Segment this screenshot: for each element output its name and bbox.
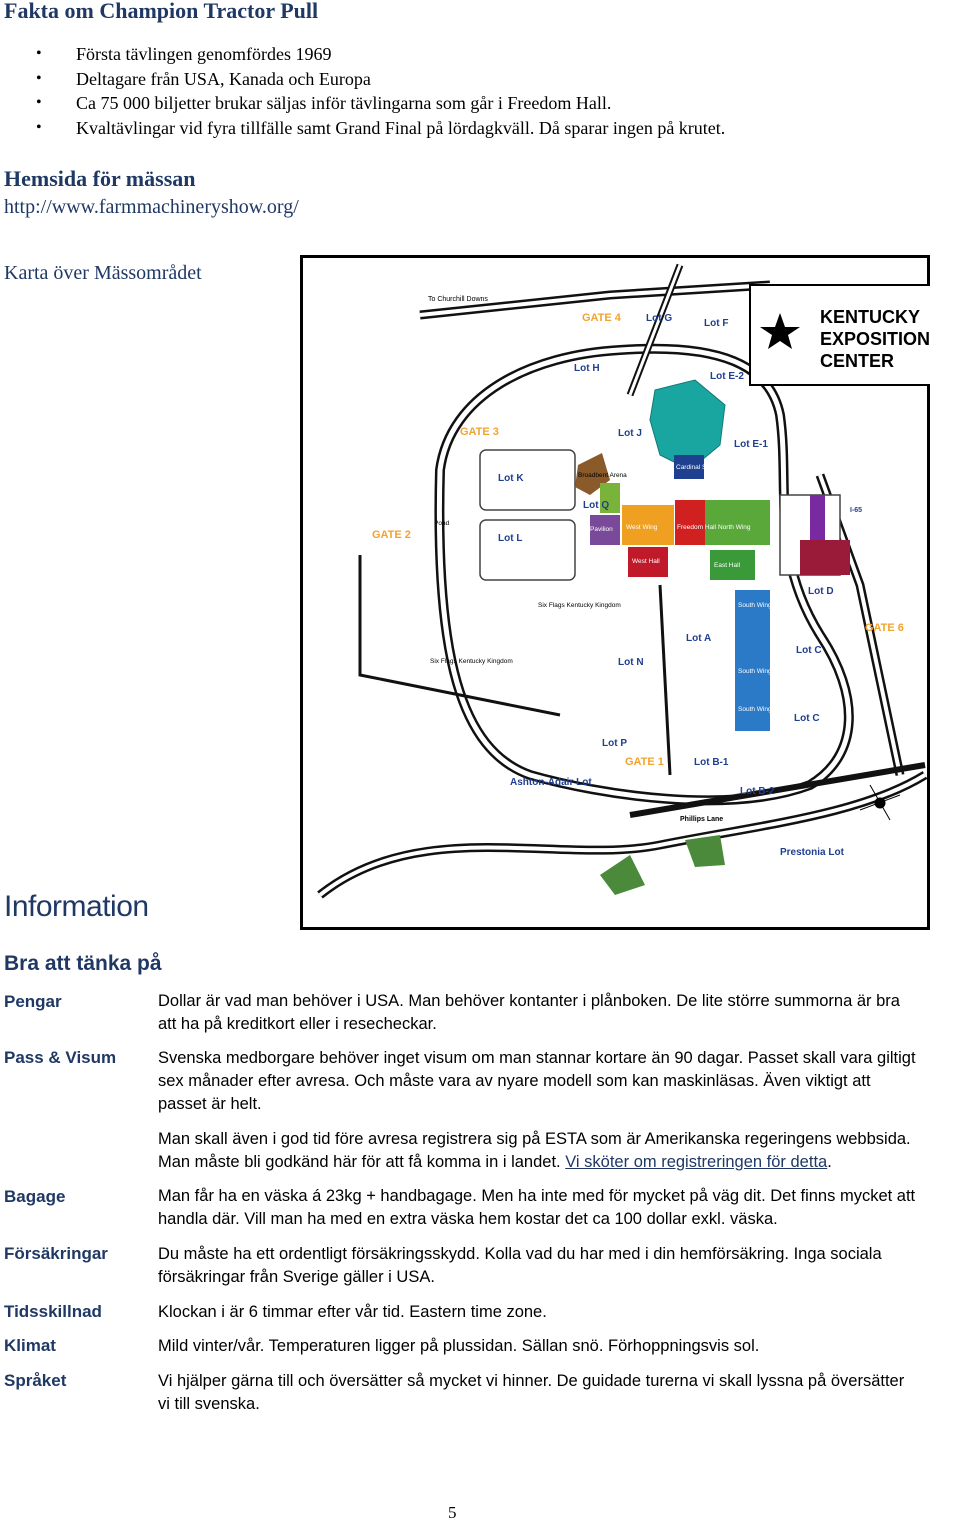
label-pass-visum: Pass & Visum: [4, 1048, 117, 1067]
lot-label: Lot G: [646, 313, 673, 324]
lot-label: Lot C: [796, 645, 822, 656]
building-label: Six Flags Kentucky Kingdom: [538, 602, 621, 609]
lot-label: Lot P: [602, 738, 627, 749]
lot-label: Lot F: [704, 318, 729, 329]
gate-label: GATE 2: [372, 529, 411, 541]
lot-label: Lot B-2: [740, 786, 775, 797]
list-item: • Deltagare från USA, Kanada och Europa: [30, 67, 725, 92]
label-pengar: Pengar: [4, 992, 62, 1011]
building-label: East Hall: [714, 562, 741, 569]
text-pass-visum: Svenska medborgare behöver inget visum om man stannar kortare än 90 dagar. Passet skall vara giltigt sex månader efter avresa. Och måste vara av nyare modell som kan maskinläsas. Även viktigt att passet är helt.: [158, 1049, 916, 1113]
building-label: Cardinal Stadium: [676, 464, 726, 471]
tips-heading: Bra att tänka på: [4, 952, 162, 975]
building-label: South Wing A: [738, 602, 778, 609]
esta-text: Man skall även i god tid före avresa registrera sig på ESTA som är Amerikanska regeringens webbsida. Man måste bli godkänd här för att få komma in i landet.: [158, 1130, 911, 1171]
road-label: I-65: [850, 507, 863, 514]
text-klimat: Mild vinter/vår. Temperaturen ligger på plussidan. Sällan snö. Förhoppningsvis sol.: [158, 1337, 760, 1355]
building-label: Pond: [434, 520, 450, 527]
page-title: Fakta om Champion Tractor Pull: [4, 0, 319, 23]
lot-label: Lot D: [808, 586, 834, 597]
text-pengar: Dollar är vad man behöver i USA. Man behöver kontanter i plånboken. De lite större summorna är bra att ha på kreditkort eller i resecheckar.: [158, 992, 900, 1033]
label-tidsskillnad: Tidsskillnad: [4, 1302, 102, 1321]
lot-l-area: [480, 520, 575, 580]
gate-label: GATE 6: [865, 622, 904, 634]
lot-label: Ashton-Adair Lot: [510, 777, 592, 788]
gate-label: GATE 4: [582, 312, 621, 324]
text-forsakringar: Du måste ha ett ordentligt försäkringsskydd. Kolla vad du har med i din hemförsäkring. Inga sociala försäkringar från Sverige gäller i USA.: [158, 1245, 882, 1286]
building-label: South Wing B: [738, 668, 778, 675]
lot-label: Lot E-1: [734, 439, 768, 450]
lot-k-area: [480, 450, 575, 510]
building-label: Pavilion: [590, 526, 613, 533]
road-label: Phillips Lane: [680, 816, 724, 823]
building-label: Freedom Hall: [677, 524, 717, 531]
exposition-map: [300, 255, 930, 930]
text-bagage: Man får ha en väska á 23kg + handbagage. Men ha inte med för mycket på väg dit. Det finns mycket att handla där. Vill man ha med en extra väska hem kostar det ca 100 dollar exkl. väska.: [158, 1187, 916, 1228]
lot-label: Lot N: [618, 657, 644, 668]
text-tidsskillnad: Klockan i är 6 timmar efter vår tid. Eastern time zone.: [158, 1303, 547, 1321]
lot-label: Lot K: [498, 473, 524, 484]
text-spraket: Vi hjälper gärna till och översätter så mycket vi hinner. De guidade turerna vi skall lyssna på översätter vi till svenska.: [158, 1372, 905, 1413]
map-heading: Karta över Mässområdet: [4, 262, 202, 284]
facts-list: [30, 42, 725, 140]
label-forsakringar: Försäkringar: [4, 1244, 108, 1263]
label-spraket: Språket: [4, 1371, 67, 1390]
logo-line: CENTER: [820, 351, 895, 371]
logo-line: EXPOSITION: [820, 329, 930, 349]
list-item: • Kvaltävlingar vid fyra tillfälle samt Grand Final på lördagkväll. Då sparar ingen på krutet.: [30, 116, 725, 141]
list-item: • Ca 75 000 biljetter brukar säljas inför tävlingarna som går i Freedom Hall.: [30, 91, 725, 116]
information-heading: Information: [4, 890, 149, 923]
building-label: North Wing: [718, 524, 751, 531]
lot-label: Lot L: [498, 533, 523, 544]
website-heading: Hemsida för mässan: [4, 166, 196, 191]
lot-label: Lot E-2: [710, 371, 744, 382]
lot-label: Lot Q: [583, 500, 610, 511]
building-label: Broadbent Arena: [578, 472, 627, 479]
text-esta: [158, 1128, 918, 1174]
lot-label: Lot A: [686, 633, 712, 644]
kec-logo: [750, 285, 930, 385]
road-label: To Churchill Downs: [428, 296, 488, 303]
building-label: West Wing: [626, 524, 658, 531]
building-label: West Hall: [632, 558, 660, 565]
page-number: 5: [448, 1503, 457, 1522]
gate-label: GATE 3: [460, 426, 499, 438]
esta-registration-link[interactable]: Vi sköter om registreringen för detta: [565, 1153, 828, 1171]
period: .: [827, 1153, 832, 1171]
label-klimat: Klimat: [4, 1336, 56, 1355]
building-label: Six Flags Kentucky Kingdom: [430, 658, 513, 665]
list-item: • Första tävlingen genomfördes 1969: [30, 42, 725, 67]
logo-line: KENTUCKY: [820, 307, 921, 327]
label-bagage: Bagage: [4, 1187, 66, 1206]
lot-label: Prestonia Lot: [780, 847, 844, 858]
lot-label: Lot B-1: [694, 757, 729, 768]
website-url[interactable]: http://www.farmmachineryshow.org/: [4, 196, 299, 218]
gate-label: GATE 1: [625, 756, 664, 768]
lot-label: Lot J: [618, 428, 642, 439]
building-label: South Wing C: [738, 706, 779, 713]
lot-label: Lot H: [574, 363, 600, 374]
lot-label: Lot C: [794, 713, 820, 724]
